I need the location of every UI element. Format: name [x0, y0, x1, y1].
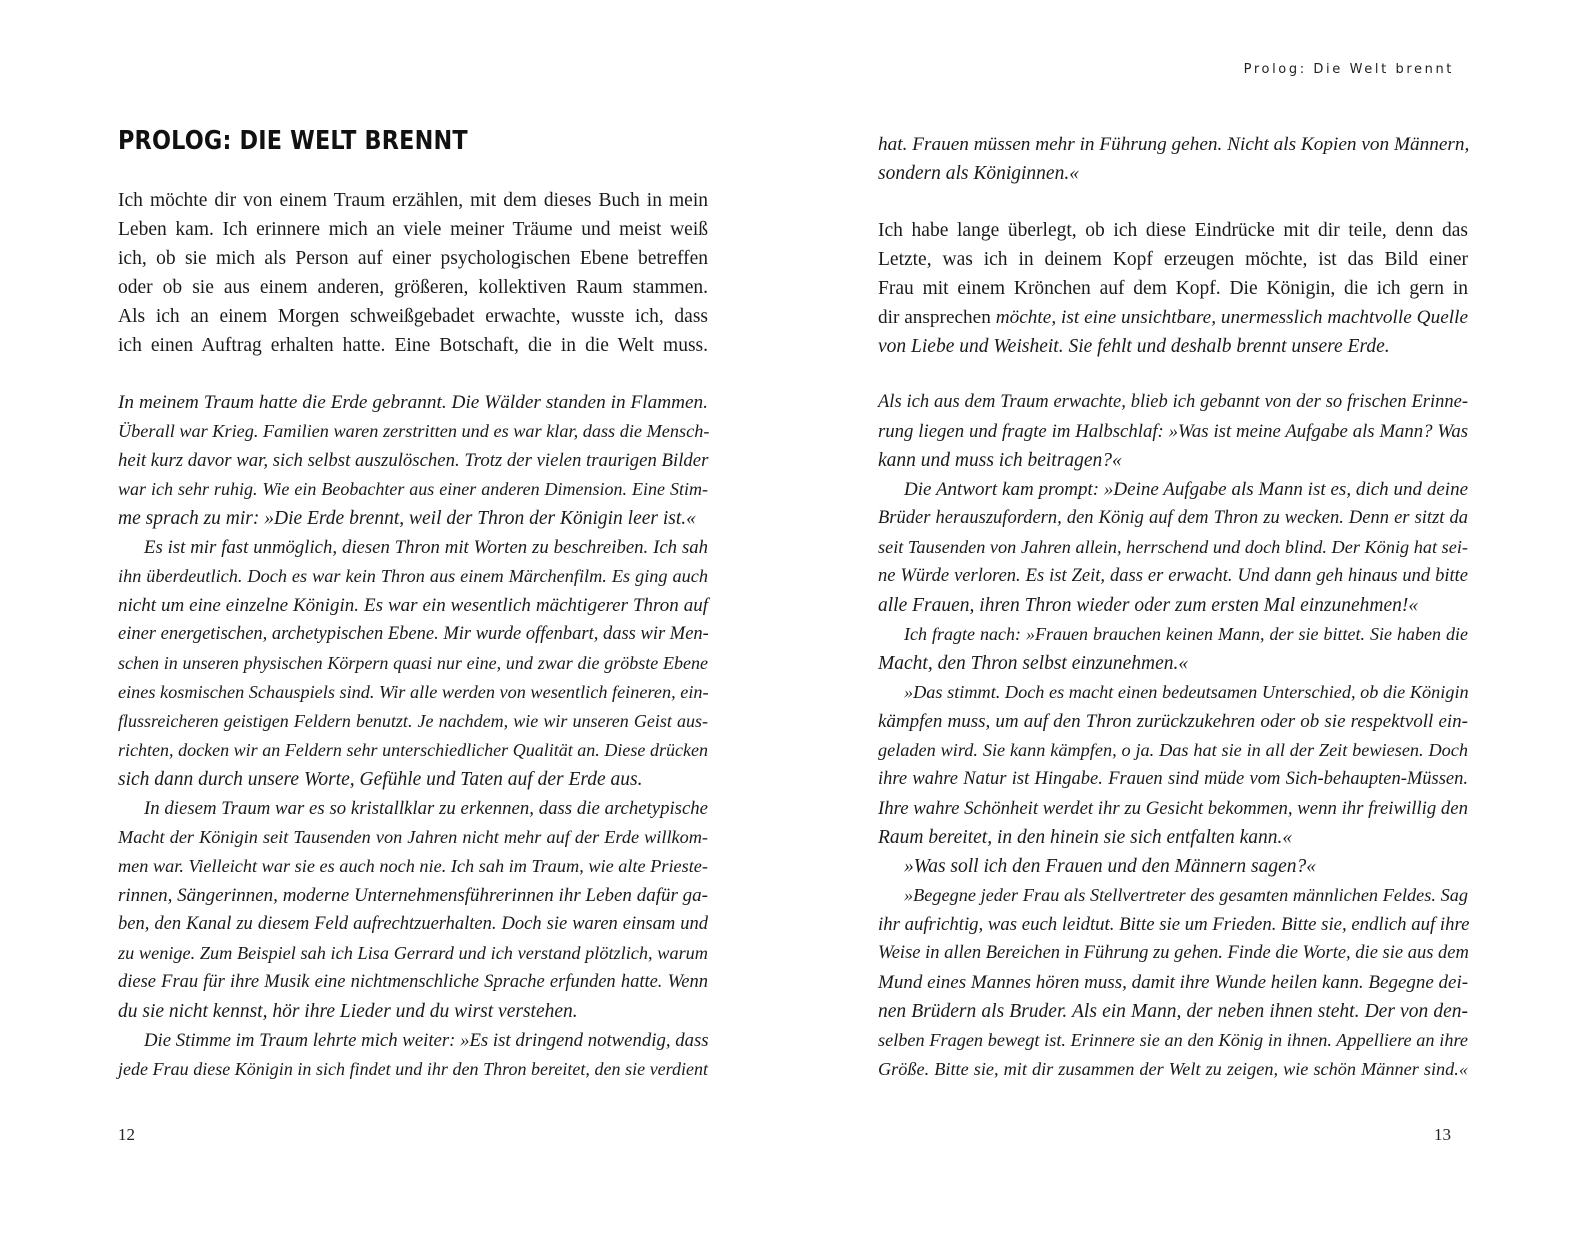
text-line: Ich möchte dir von einem Traum erzählen, mit dem dieses Buch in mein	[118, 190, 708, 211]
text-line: »Begegne jeder Frau als Stellvertreter des gesamten männlichen Feldes. Sag	[904, 885, 1468, 905]
text-line: men war. Vielleicht war sie es auch noch nie. Ich sah im Traum, wie alte Prieste-	[118, 856, 708, 876]
text-line: Ihre wahre Schönheit werdet ihr zu Gesicht bekommen, wenn ihr freiwillig den	[878, 798, 1468, 819]
dream-passage	[118, 388, 708, 1084]
text-line: Leben kam. Ich erinnere mich an viele meiner Träume und meist weiß	[118, 219, 708, 240]
continuation-passage	[878, 130, 1468, 188]
text-line: war ich sehr ruhig. Wie ein Beobachter aus einer anderen Dimension. Eine Stim-	[118, 479, 708, 499]
text-line: geladen wird. Sie kann kämpfen, o ja. Das hat sie in all der Zeit bewiesen. Doch	[878, 740, 1468, 760]
text-line: kämpfen muss, um auf den Thron zurückzukehren oder ob sie respektvoll ein-	[878, 711, 1468, 732]
text-line: hat. Frauen müssen mehr in Führung gehen. Nicht als Kopien von Männern,	[878, 134, 1470, 155]
text-line: seit Tausenden von Jahren allein, herrschend und doch blind. Der König hat sei-	[878, 537, 1468, 557]
text-line: ne Würde verloren. Es ist Zeit, dass er erwacht. Und dann geh hinaus und bitte	[878, 566, 1468, 586]
text-line: Macht, den Thron selbst einzunehmen.«	[878, 653, 1189, 674]
text-line: rung liegen und fragte im Halbschlaf: »Was ist meine Aufgabe als Mann? Was	[878, 421, 1468, 442]
text-line: sondern als Königinnen.«	[878, 163, 1079, 184]
text-line: »Das stimmt. Doch es macht einen bedeutsamen Unterschied, ob die Königin	[904, 682, 1469, 702]
text-line: selben Fragen bewegt ist. Erinnere sie an den König in ihnen. Appelliere an ihre	[878, 1030, 1468, 1050]
text-line: Die Stimme im Traum lehrte mich weiter: »Es ist dringend notwendig, dass	[144, 1030, 709, 1051]
text-line: schen in unseren physischen Körpern quasi nur eine, und zwar die gröbste Ebene	[118, 653, 708, 673]
text-line: jede Frau diese Königin in sich findet und ihr den Thron bereitet, den sie verdient	[118, 1059, 708, 1079]
text-line: einer energetischen, archetypischen Ebene. Mir wurde offenbart, dass wir Men-	[118, 624, 709, 644]
text-span-italic: möchte, ist eine unsichtbare, unermesslich machtvolle Quelle	[995, 307, 1468, 328]
text-line: In meinem Traum hatte die Erde gebrannt. Die Wälder standen in Flammen.	[118, 392, 708, 413]
page-number: 12	[118, 1125, 135, 1144]
text-line: Die Antwort kam prompt: »Deine Aufgabe als Mann ist es, dich und deine	[904, 479, 1468, 500]
text-line: sich dann durch unsere Worte, Gefühle und Taten auf der Erde aus.	[118, 769, 643, 790]
chapter-title: PROLOG: DIE WELT BRENNT	[118, 126, 468, 156]
text-span-plain: dir ansprechen	[878, 307, 996, 328]
text-line: ich, ob sie mich als Person auf einer psychologischen Ebene betreffen	[118, 248, 708, 269]
text-line: kann und muss ich beitragen?«	[878, 450, 1122, 471]
intro-paragraph	[118, 186, 708, 360]
text-line: Weise in allen Bereichen in Führung zu gehen. Finde die Worte, die sie aus dem	[878, 943, 1469, 963]
text-line: Als ich aus dem Traum erwachte, blieb ich gebannt von der so frischen Erinne-	[878, 392, 1468, 412]
text-line: rinnen, Sängerinnen, moderne Unternehmensführerinnen ihr Leben dafür ga-	[118, 885, 708, 906]
text-line: richten, docken wir an Feldern sehr unterschiedlicher Qualität an. Diese drücken	[118, 740, 708, 760]
text-line: »Was soll ich den Frauen und den Männern sagen?«	[904, 856, 1316, 877]
text-line: Frau mit einem Krönchen auf dem Kopf. Die Königin, die ich gern in	[878, 278, 1468, 299]
text-line: Raum bereitet, in den hinein sie sich entfalten kann.«	[878, 827, 1293, 848]
running-head: Prolog: Die Welt brennt	[1243, 62, 1454, 77]
text-line: diese Frau für ihre Musik eine nichtmenschliche Sprache erfunden hatte. Wenn	[118, 972, 708, 992]
dialogue-passage	[878, 388, 1468, 1084]
text-line: ihre wahre Natur ist Hingabe. Frauen sind müde vom Sich-behaupten-Müssen.	[878, 769, 1468, 789]
text-line: Ich fragte nach: »Frauen brauchen keinen Mann, der sie bittet. Sie haben die	[904, 624, 1468, 644]
text-line: Macht der Königin seit Tausenden von Jahren nicht mehr auf der Erde willkom-	[118, 827, 708, 847]
text-line: nicht um eine einzelne Königin. Es war ein wesentlich mächtigerer Thron auf	[118, 595, 708, 616]
text-line: Brüder herauszufordern, den König auf dem Thron zu wecken. Denn er sitzt da	[878, 508, 1468, 528]
reflection-paragraph	[878, 216, 1468, 361]
text-line: Als ich an einem Morgen schweißgebadet erwachte, wusste ich, dass	[118, 306, 708, 327]
text-line: ihr aufrichtig, was euch leidtut. Bitte sie um Frieden. Bitte sie, endlich auf ihre	[878, 914, 1470, 935]
text-line: In diesem Traum war es so kristallklar zu erkennen, dass die archetypische	[144, 798, 708, 819]
text-line: Letzte, was ich in deinem Kopf erzeugen möchte, ist das Bild einer	[878, 249, 1468, 270]
text-line-mixed	[878, 303, 1468, 332]
text-line: ben, den Kanal zu diesem Feld aufrechtzuerhalten. Doch sie waren einsam und	[118, 914, 708, 934]
text-line: oder ob sie aus einem anderen, größeren, kollektiven Raum stammen.	[118, 277, 708, 298]
text-line: flussreicheren geistigen Feldern benutzt. Je nachdem, wie wir unseren Geist aus-	[118, 711, 708, 731]
text-line: du sie nicht kennst, hör ihre Lieder und du wirst verstehen.	[118, 1001, 578, 1022]
text-line: eines kosmischen Schauspiels sind. Wir alle werden von wesentlich feineren, ein-	[118, 682, 709, 702]
text-line: Größe. Bitte sie, mit dir zusammen der Welt zu zeigen, wie schön Männer sind.«	[878, 1059, 1468, 1079]
text-line: Es ist mir fast unmöglich, diesen Thron mit Worten zu beschreiben. Ich sah	[144, 537, 708, 558]
page-number: 13	[1434, 1125, 1451, 1144]
text-line: von Liebe und Weisheit. Sie fehlt und deshalb brennt unsere Erde.	[878, 336, 1390, 357]
text-line: ihn überdeutlich. Doch es war kein Thron aus einem Märchenfilm. Es ging auch	[118, 566, 708, 586]
text-line: nen Brüdern als Bruder. Als ein Mann, der neben ihnen steht. Der von den-	[878, 1001, 1468, 1022]
text-line: alle Frauen, ihren Thron wieder oder zum ersten Mal einzunehmen!«	[878, 595, 1419, 616]
text-line: heit kurz davor war, sich selbst auszulöschen. Trotz der vielen traurigen Bilder	[118, 450, 709, 471]
text-line: zu wenige. Zum Beispiel sah ich Lisa Gerrard und ich verstand plötzlich, warum	[118, 943, 708, 963]
text-line: me sprach zu mir: »Die Erde brennt, weil der Thron der Königin leer ist.«	[118, 508, 696, 529]
text-line: Überall war Krieg. Familien waren zerstritten und es war klar, dass die Mensch-	[118, 421, 710, 441]
text-line: Ich habe lange überlegt, ob ich diese Eindrücke mit dir teile, denn das	[878, 220, 1468, 241]
text-line: ich einen Auftrag erhalten hatte. Eine Botschaft, die in die Welt muss.	[118, 335, 708, 356]
text-line: Mund eines Mannes hören muss, damit ihre Wunde heilen kann. Begegne dei-	[878, 972, 1469, 993]
